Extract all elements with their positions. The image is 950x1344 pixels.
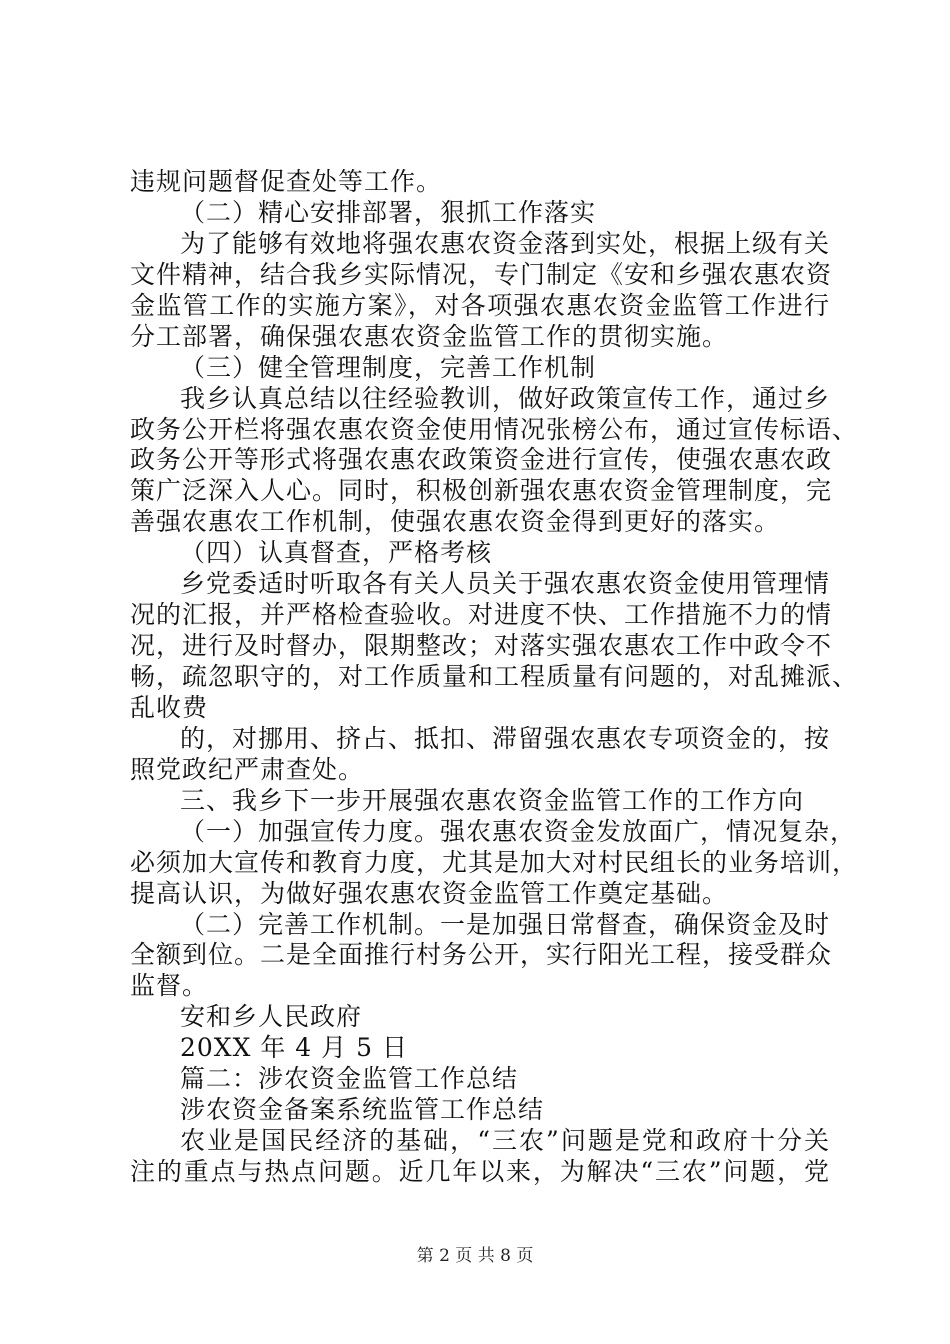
text-line: 乡党委适时听取各有关人员关于强农惠农资金使用管理情 (180, 569, 831, 598)
text-line: 全额到位。二是全面推行村务公开，实行阳光工程，接受群众 (130, 940, 833, 969)
section-title: 篇二：涉农资金监管工作总结 (180, 1064, 519, 1093)
text-line: 策广泛深入人心。同时，积极创新强农惠农资金管理制度，完 (130, 476, 833, 505)
text-line: 提高认识，为做好强农惠农资金监管工作奠定基础。 (130, 879, 729, 908)
text-line: 照党政纪严肃查处。 (130, 755, 365, 784)
text-line: （一）加强宣传力度。强农惠农资金发放面广，情况复杂， (180, 817, 857, 846)
text-line: 注的重点与热点问题。近几年以来，为解决“三农”问题，党 (130, 1157, 830, 1186)
text-line: 乱收费 (130, 693, 209, 722)
section-heading: （四）认真督查，严格考核 (180, 538, 493, 567)
section-heading: （三）健全管理制度，完善工作机制 (180, 353, 597, 382)
text-line: 违规问题督促查处等工作。 (130, 167, 443, 196)
text-line: 农业是国民经济的基础，“三农”问题是党和政府十分关 (180, 1126, 830, 1155)
text-line: 分工部署，确保强农惠农资金监管工作的贯彻实施。 (130, 322, 729, 351)
text-line: 我乡认真总结以往经验教训，做好政策宣传工作，通过乡 (180, 384, 831, 413)
text-line: （二）完善工作机制。一是加强日常督查，确保资金及时 (180, 910, 831, 939)
section-heading: 三、我乡下一步开展强农惠农资金监管工作的工作方向 (180, 786, 805, 815)
text-line: 政务公开栏将强农惠农资金使用情况张榜公布，通过宣传标语、 (130, 415, 859, 444)
text-line: 政务公开等形式将强农惠农政策资金进行宣传，使强农惠农政 (130, 445, 833, 474)
text-line: 畅，疏忽职守的，对工作质量和工程质量有问题的，对乱摊派、 (130, 662, 859, 691)
text-line: 善强农惠农工作机制，使强农惠农资金得到更好的落实。 (130, 507, 781, 536)
text-line: 况，进行及时督办，限期整改；对落实强农惠农工作中政令不 (130, 631, 833, 660)
text-line: 为了能够有效地将强农惠农资金落到实处，根据上级有关 (180, 229, 831, 258)
text-line: 监督。 (130, 971, 209, 1000)
text-line: 况的汇报，并严格检查验收。对进度不快、工作措施不力的情 (130, 600, 833, 629)
page-number-footer: 第 2 页 共 8 页 (416, 1246, 534, 1266)
text-line: 必须加大宣传和教育力度，尤其是加大对村民组长的业务培训， (130, 848, 859, 877)
text-line: 的，对挪用、挤占、抵扣、滞留强农惠农专项资金的，按 (180, 724, 831, 753)
text-line: 金监管工作的实施方案》，对各项强农惠农资金监管工作进行 (130, 291, 830, 320)
signature-org: 安和乡人民政府 (180, 1002, 363, 1031)
section-subtitle: 涉农资金备案系统监管工作总结 (180, 1095, 545, 1124)
signature-date: 20XX 年 4 月 5 日 (180, 1033, 408, 1062)
text-line: 文件精神，结合我乡实际情况，专门制定《安和乡强农惠农资 (130, 260, 833, 289)
section-heading: （二）精心安排部署，狠抓工作落实 (180, 198, 597, 227)
